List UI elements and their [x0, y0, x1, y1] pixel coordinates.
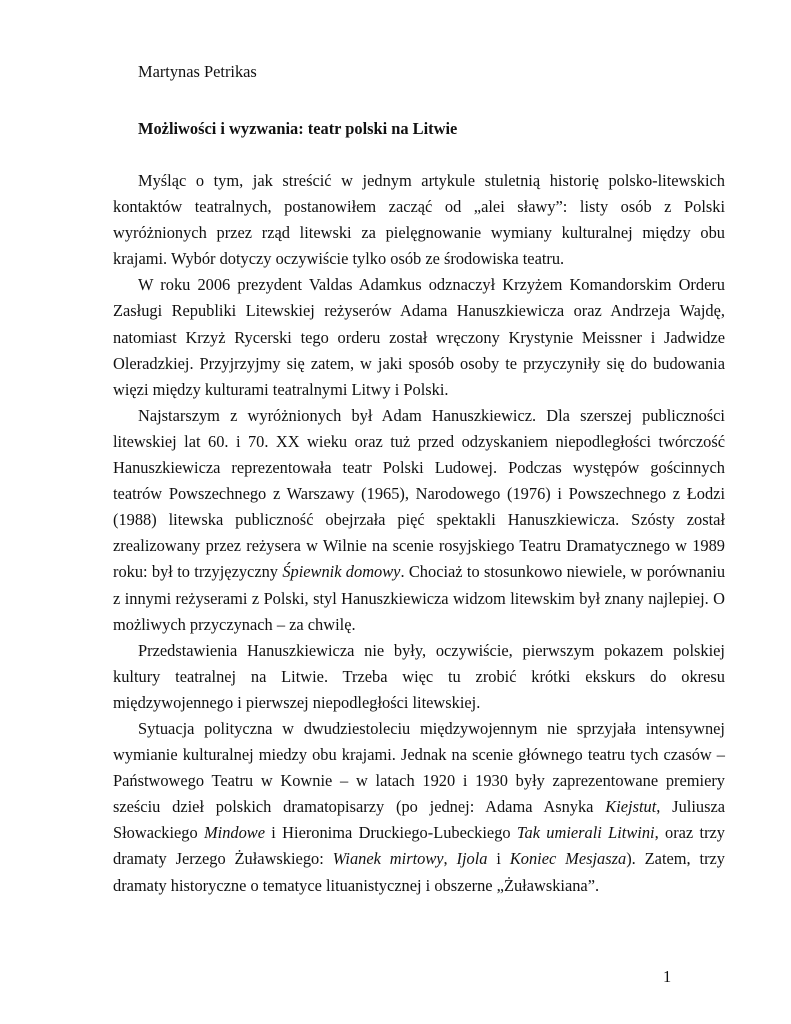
text-run: , Juliusza Słowackiego — [113, 797, 725, 843]
paragraph — [113, 638, 725, 716]
text-run: Najstarszym z wyróżnionych był Adam Hanuszkiewicz. Dla szerszej publiczności litewskiej lat 60. i 70. XX wieku oraz tuż przed odzyskaniem niepodległości twórczość Hanuszkiewicza reprezentowała teatr Polski Ludowej. Podczas występów gościnnych teatrów Powszechnego z Warszawy (1965), Narodowego (1976) i Powszechnego z Łodzi (1988) litewska publiczność obejrzała pięć spektakli Hanuszkiewicza. Szósty został zrealizowany przez reżysera w Wilnie na scenie rosyjskiego Teatru Dramatycznego w 1989 roku: był to trzyjęzyczny — [113, 405, 725, 582]
paragraph — [113, 272, 725, 402]
text-run: i — [487, 849, 510, 869]
text-run: . Chociaż to stosunkowo niewiele, w porównaniu z innymi reżyserami z Polski, styl Hanuszkiewicza widzom litewskim był znany najlepiej. O możliwych przyczynach – za chwilę. — [113, 562, 726, 634]
italic-title: Śpiewnik domowy — [282, 562, 401, 582]
author-name: Martynas Petrikas — [138, 62, 257, 81]
text-run: , oraz trzy dramaty Jerzego Żuławskiego: — [113, 823, 725, 869]
italic-title: Koniec Mesjasza — [509, 849, 627, 869]
italic-title: Kiejstut — [605, 797, 657, 817]
paragraph — [113, 168, 725, 272]
italic-title: Ijola — [456, 849, 488, 869]
text-run: Myśląc o tym, jak streścić w jednym artykule stuletnią historię polsko-litewskich kontaktów teatralnych, postanowiłem zacząć od „alei sławy”: listy osób z Polski wyróżnionych przez rząd litewski za pielęgnowanie wymiany kulturalnej między obu krajami. Wybór dotyczy oczywiście tylko osób ze środowiska teatru. — [113, 171, 725, 269]
italic-title: Tak umierali Litwini — [516, 823, 655, 843]
article-body — [113, 168, 725, 899]
text-run: ). Zatem, trzy dramaty historyczne o tematyce lituanistycznej i obszerne „Żuławskiana”. — [113, 849, 725, 895]
page-number: 1 — [663, 967, 672, 986]
italic-title: Wianek mirtowy — [332, 849, 444, 869]
italic-title: Mindowe — [203, 823, 265, 843]
text-run: i Hieronima Druckiego-Lubeckiego — [265, 823, 517, 843]
paragraph — [113, 403, 725, 638]
paragraph — [113, 716, 725, 899]
text-run: Przedstawienia Hanuszkiewicza nie były, oczywiście, pierwszym pokazem polskiej kultury teatralnej na Litwie. Trzeba więc tu zrobić krótki ekskurs do okresu międzywojennego i pierwszej niepodległości litewskiej. — [113, 640, 725, 712]
text-run: , — [443, 849, 457, 869]
text-run: Sytuacja polityczna w dwudziestoleciu międzywojennym nie sprzyjała intensywnej wymianie kulturalnej miedzy obu krajami. Jednak na scenie głównego teatru tych czasów – Państwowego Teatru w Kownie – w latach 1920 i 1930 były zaprezentowane premiery sześciu dzieł polskich dramatopisarzy (po jednej: Adama Asnyka — [113, 718, 725, 817]
text-run: W roku 2006 prezydent Valdas Adamkus odznaczył Krzyżem Komandorskim Orderu Zasługi Republiki Litewskiej reżyserów Adama Hanuszkiewicza oraz Andrzeja Wajdę, natomiast Krzyż Rycerski tego orderu został wręczony Krystynie Meissner i Jadwidze Oleradzkiej. Przyjrzyjmy się zatem, w jaki sposób osoby te przyczyniły się do budowania więzi między kulturami teatralnymi Litwy i Polski. — [113, 275, 725, 399]
article-title: Możliwości i wyzwania: teatr polski na Litwie — [138, 119, 458, 138]
